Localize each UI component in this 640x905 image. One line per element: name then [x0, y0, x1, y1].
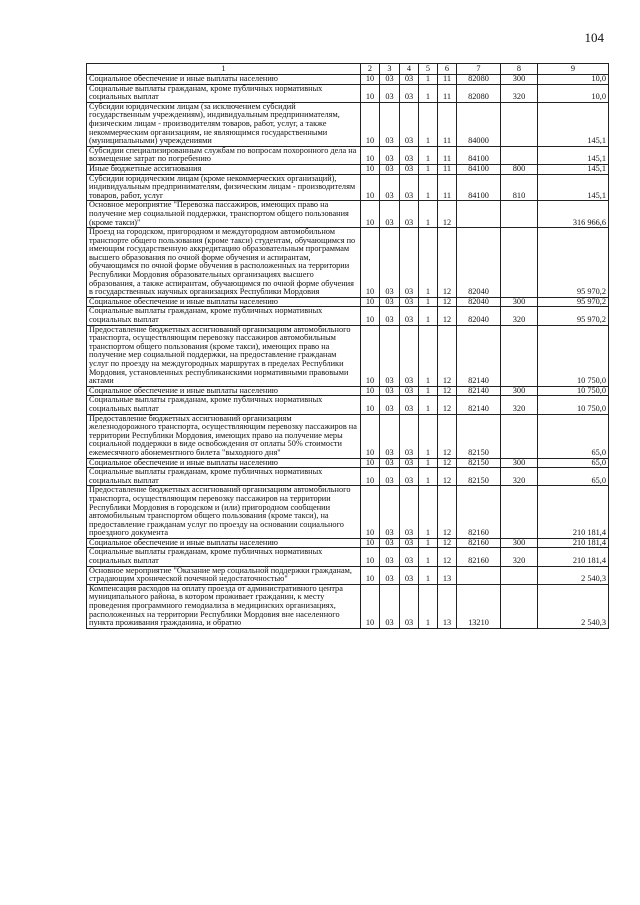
code-cell: 10	[361, 538, 380, 548]
code-cell: 320	[501, 548, 538, 566]
column-header: 8	[501, 64, 538, 75]
code-cell: 1	[419, 538, 438, 548]
code-cell: 03	[400, 102, 419, 146]
code-cell	[457, 566, 501, 584]
amount-cell: 145,1	[538, 164, 609, 174]
code-cell: 1	[419, 458, 438, 468]
code-cell: 03	[400, 538, 419, 548]
code-cell: 10	[361, 386, 380, 396]
code-cell: 03	[380, 486, 400, 539]
amount-cell: 95 970,2	[538, 307, 609, 325]
row-name-cell: Социальное обеспечение и иные выплаты населению	[87, 386, 361, 396]
code-cell: 03	[400, 297, 419, 307]
code-cell	[501, 102, 538, 146]
table-row	[87, 566, 609, 584]
code-cell: 03	[400, 307, 419, 325]
code-cell: 12	[438, 396, 457, 414]
code-cell: 03	[380, 386, 400, 396]
row-name-cell: Социальные выплаты гражданам, кроме публичных нормативных социальных выплат	[87, 548, 361, 566]
row-name-cell: Социальные выплаты гражданам, кроме публичных нормативных социальных выплат	[87, 84, 361, 102]
code-cell: 13	[438, 566, 457, 584]
code-cell: 1	[419, 201, 438, 228]
row-name-cell: Основное мероприятие "Оказание мер социальной поддержки гражданам, страдающим хронической почечной недостаточностью"	[87, 566, 361, 584]
code-cell: 12	[438, 297, 457, 307]
code-cell: 1	[419, 325, 438, 386]
code-cell: 13	[438, 584, 457, 628]
code-cell: 10	[361, 414, 380, 458]
row-name-cell: Субсидии юридическим лицам (кроме некоммерческих организаций), индивидуальным предпринимателям, физическим лицам - производителям товаров, работ, услуг	[87, 174, 361, 201]
code-cell: 800	[501, 164, 538, 174]
code-cell: 03	[380, 174, 400, 201]
code-cell: 82040	[457, 297, 501, 307]
code-cell: 11	[438, 164, 457, 174]
code-cell: 320	[501, 396, 538, 414]
table-row	[87, 228, 609, 298]
amount-cell: 65,0	[538, 414, 609, 458]
budget-table	[86, 63, 609, 629]
table-row	[87, 584, 609, 628]
code-cell: 82150	[457, 458, 501, 468]
code-cell: 12	[438, 538, 457, 548]
code-cell: 03	[380, 201, 400, 228]
amount-cell: 210 181,4	[538, 486, 609, 539]
code-cell: 12	[438, 307, 457, 325]
code-cell: 84100	[457, 164, 501, 174]
code-cell: 1	[419, 396, 438, 414]
row-name-cell: Предоставление бюджетных ассигнований организациям автомобильного транспорта, осуществляющим перевозку пассажиров на территории Республики Мордовия в городском и (или) пригородном сообщении автомобильным транспортом общего пользования (кроме такси), на предоставление гражданам услуг по проезду на основании социального проездного документа	[87, 486, 361, 539]
table-row	[87, 174, 609, 201]
code-cell: 03	[380, 75, 400, 85]
code-cell: 11	[438, 102, 457, 146]
code-cell: 82150	[457, 468, 501, 486]
code-cell: 12	[438, 486, 457, 539]
code-cell: 84100	[457, 146, 501, 164]
code-cell: 84100	[457, 174, 501, 201]
amount-cell: 210 181,4	[538, 548, 609, 566]
code-cell: 82080	[457, 75, 501, 85]
code-cell: 03	[380, 228, 400, 298]
code-cell: 03	[400, 325, 419, 386]
code-cell: 1	[419, 486, 438, 539]
row-name-cell: Основное мероприятие "Перевозка пассажиров, имеющих право на получение мер социальной поддержки, транспортом общего пользования (кроме такси)"	[87, 201, 361, 228]
code-cell: 810	[501, 174, 538, 201]
code-cell: 03	[400, 548, 419, 566]
code-cell: 1	[419, 84, 438, 102]
code-cell: 03	[400, 201, 419, 228]
code-cell: 12	[438, 228, 457, 298]
code-cell: 12	[438, 458, 457, 468]
table-row	[87, 458, 609, 468]
code-cell: 82160	[457, 538, 501, 548]
row-name-cell: Социальные выплаты гражданам, кроме публичных нормативных социальных выплат	[87, 396, 361, 414]
code-cell: 03	[400, 386, 419, 396]
amount-cell: 210 181,4	[538, 538, 609, 548]
code-cell: 1	[419, 102, 438, 146]
table-row	[87, 486, 609, 539]
code-cell: 82150	[457, 414, 501, 458]
code-cell: 300	[501, 297, 538, 307]
code-cell: 10	[361, 102, 380, 146]
code-cell: 1	[419, 75, 438, 85]
code-cell: 03	[400, 396, 419, 414]
code-cell: 10	[361, 146, 380, 164]
table-row	[87, 84, 609, 102]
table-row	[87, 201, 609, 228]
code-cell: 1	[419, 228, 438, 298]
code-cell: 10	[361, 174, 380, 201]
code-cell	[501, 566, 538, 584]
code-cell: 03	[400, 228, 419, 298]
column-header: 2	[361, 64, 380, 75]
code-cell: 03	[400, 566, 419, 584]
column-header: 4	[400, 64, 419, 75]
amount-cell: 10 750,0	[538, 396, 609, 414]
code-cell	[501, 325, 538, 386]
code-cell: 03	[380, 414, 400, 458]
code-cell: 03	[380, 468, 400, 486]
table-header-row	[87, 64, 609, 75]
code-cell: 03	[400, 486, 419, 539]
row-name-cell: Предоставление бюджетных ассигнований организациям железнодорожного транспорта, осуществляющим перевозку пассажиров на территории Республики Мордовия, имеющих право на получение меры социальной поддержки в виде освобождения от оплаты 50% стоимости ежемесячного абонементного билета "выходного дня"	[87, 414, 361, 458]
column-header: 7	[457, 64, 501, 75]
code-cell: 03	[400, 414, 419, 458]
row-name-cell: Социальное обеспечение и иные выплаты населению	[87, 75, 361, 85]
table-row	[87, 75, 609, 85]
code-cell: 10	[361, 468, 380, 486]
code-cell: 10	[361, 486, 380, 539]
code-cell: 82040	[457, 228, 501, 298]
code-cell: 1	[419, 174, 438, 201]
table-row	[87, 414, 609, 458]
page-number: 104	[584, 30, 604, 45]
table-row	[87, 386, 609, 396]
code-cell: 320	[501, 84, 538, 102]
column-header: 1	[87, 64, 361, 75]
code-cell: 10	[361, 84, 380, 102]
amount-cell: 10 750,0	[538, 386, 609, 396]
column-header: 6	[438, 64, 457, 75]
code-cell: 03	[380, 566, 400, 584]
code-cell: 82140	[457, 396, 501, 414]
code-cell: 03	[380, 548, 400, 566]
amount-cell: 65,0	[538, 468, 609, 486]
code-cell: 1	[419, 386, 438, 396]
code-cell: 10	[361, 396, 380, 414]
table-row	[87, 146, 609, 164]
code-cell: 300	[501, 75, 538, 85]
amount-cell: 10,0	[538, 75, 609, 85]
code-cell: 300	[501, 386, 538, 396]
code-cell: 03	[380, 84, 400, 102]
amount-cell: 2 540,3	[538, 584, 609, 628]
code-cell: 12	[438, 325, 457, 386]
amount-cell: 65,0	[538, 458, 609, 468]
code-cell	[501, 584, 538, 628]
code-cell: 10	[361, 566, 380, 584]
column-header: 3	[380, 64, 400, 75]
table-row	[87, 396, 609, 414]
table-body	[87, 75, 609, 629]
code-cell: 10	[361, 297, 380, 307]
code-cell: 12	[438, 201, 457, 228]
code-cell: 12	[438, 386, 457, 396]
code-cell: 03	[400, 146, 419, 164]
code-cell: 10	[361, 228, 380, 298]
code-cell: 03	[380, 396, 400, 414]
code-cell: 84000	[457, 102, 501, 146]
code-cell: 10	[361, 458, 380, 468]
amount-cell: 95 970,2	[538, 228, 609, 298]
amount-cell: 145,1	[538, 102, 609, 146]
row-name-cell: Социальные выплаты гражданам, кроме публичных нормативных социальных выплат	[87, 307, 361, 325]
amount-cell: 2 540,3	[538, 566, 609, 584]
code-cell: 03	[380, 102, 400, 146]
code-cell: 10	[361, 164, 380, 174]
code-cell: 03	[400, 458, 419, 468]
code-cell: 82160	[457, 548, 501, 566]
code-cell: 300	[501, 458, 538, 468]
code-cell: 82080	[457, 84, 501, 102]
amount-cell: 145,1	[538, 146, 609, 164]
code-cell: 1	[419, 146, 438, 164]
code-cell: 12	[438, 414, 457, 458]
code-cell: 10	[361, 307, 380, 325]
row-name-cell: Социальное обеспечение и иные выплаты населению	[87, 458, 361, 468]
table-row	[87, 164, 609, 174]
code-cell: 03	[400, 468, 419, 486]
code-cell: 1	[419, 584, 438, 628]
row-name-cell: Иные бюджетные ассигнования	[87, 164, 361, 174]
code-cell	[501, 201, 538, 228]
column-header: 5	[419, 64, 438, 75]
row-name-cell: Субсидии юридическим лицам (за исключением субсидий государственным учреждениям), индивидуальным предпринимателям, физическим лицам - производителям товаров, работ, услуг, а также некоммерческим организациям, не являющимся государственными (муниципальными) учреждениями	[87, 102, 361, 146]
code-cell: 1	[419, 468, 438, 486]
row-name-cell: Предоставление бюджетных ассигнований организациям автомобильного транспорта, осуществляющим перевозку пассажиров автомобильным транспортом общего пользования (кроме такси), имеющих право на получение мер социальной поддержки, на предоставление гражданам услуг по проезду на междугородных маршрутах в пределах Республики Мордовия, установленных республиканскими нормативными правовыми актами	[87, 325, 361, 386]
code-cell: 320	[501, 468, 538, 486]
row-name-cell: Социальное обеспечение и иные выплаты населению	[87, 297, 361, 307]
code-cell: 03	[380, 458, 400, 468]
code-cell: 03	[380, 307, 400, 325]
code-cell: 1	[419, 164, 438, 174]
code-cell: 82140	[457, 386, 501, 396]
code-cell: 10	[361, 75, 380, 85]
table-row	[87, 538, 609, 548]
code-cell: 03	[380, 325, 400, 386]
amount-cell: 10 750,0	[538, 325, 609, 386]
code-cell	[501, 228, 538, 298]
code-cell: 300	[501, 538, 538, 548]
code-cell: 1	[419, 307, 438, 325]
code-cell: 320	[501, 307, 538, 325]
code-cell: 11	[438, 75, 457, 85]
code-cell: 03	[380, 584, 400, 628]
code-cell: 1	[419, 297, 438, 307]
table-row	[87, 307, 609, 325]
code-cell	[457, 201, 501, 228]
code-cell: 11	[438, 146, 457, 164]
row-name-cell: Социальные выплаты гражданам, кроме публичных нормативных социальных выплат	[87, 468, 361, 486]
code-cell: 10	[361, 325, 380, 386]
code-cell: 82140	[457, 325, 501, 386]
code-cell: 12	[438, 548, 457, 566]
code-cell: 03	[400, 164, 419, 174]
code-cell: 1	[419, 548, 438, 566]
table-row	[87, 468, 609, 486]
code-cell: 11	[438, 84, 457, 102]
code-cell	[501, 414, 538, 458]
code-cell: 13210	[457, 584, 501, 628]
code-cell: 03	[400, 584, 419, 628]
code-cell: 03	[400, 84, 419, 102]
row-name-cell: Проезд на городском, пригородном и междугородном автомобильном транспорте общего пользования (кроме такси) студентам, обучающимся по имеющим государственную аккредитацию образовательным программам высшего образования по очной форме обучения и аспирантам, обучающимся по очной форме обучения в расположенных на территории Республики Мордовия образовательных организациях высшего образования, а также аспирантам, обучающимся по очной форме обучения в государственных научных организациях Республики Мордовия	[87, 228, 361, 298]
code-cell: 03	[380, 297, 400, 307]
table-row	[87, 325, 609, 386]
code-cell: 82040	[457, 307, 501, 325]
row-name-cell: Компенсация расходов на оплату проезда от административного центра муниципального района, в котором проживает гражданин, к месту проведения программного гемодиализа в медицинских организациях, расположенных на территории Республики Мордовия вне населенного пункта проживания гражданина, и обратно	[87, 584, 361, 628]
code-cell: 03	[380, 164, 400, 174]
code-cell: 03	[400, 174, 419, 201]
code-cell	[501, 486, 538, 539]
code-cell: 82160	[457, 486, 501, 539]
code-cell: 03	[400, 75, 419, 85]
amount-cell: 145,1	[538, 174, 609, 201]
code-cell: 10	[361, 201, 380, 228]
code-cell: 10	[361, 548, 380, 566]
amount-cell: 10,0	[538, 84, 609, 102]
code-cell: 03	[380, 146, 400, 164]
table-row	[87, 102, 609, 146]
row-name-cell: Субсидии специализированным службам по вопросам похоронного дела на возмещение затрат по погребению	[87, 146, 361, 164]
code-cell: 11	[438, 174, 457, 201]
amount-cell: 316 966,6	[538, 201, 609, 228]
amount-cell: 95 970,2	[538, 297, 609, 307]
code-cell: 10	[361, 584, 380, 628]
column-header: 9	[538, 64, 609, 75]
table-row	[87, 548, 609, 566]
code-cell: 1	[419, 414, 438, 458]
code-cell: 1	[419, 566, 438, 584]
code-cell: 03	[380, 538, 400, 548]
code-cell: 12	[438, 468, 457, 486]
code-cell	[501, 146, 538, 164]
row-name-cell: Социальное обеспечение и иные выплаты населению	[87, 538, 361, 548]
table-row	[87, 297, 609, 307]
